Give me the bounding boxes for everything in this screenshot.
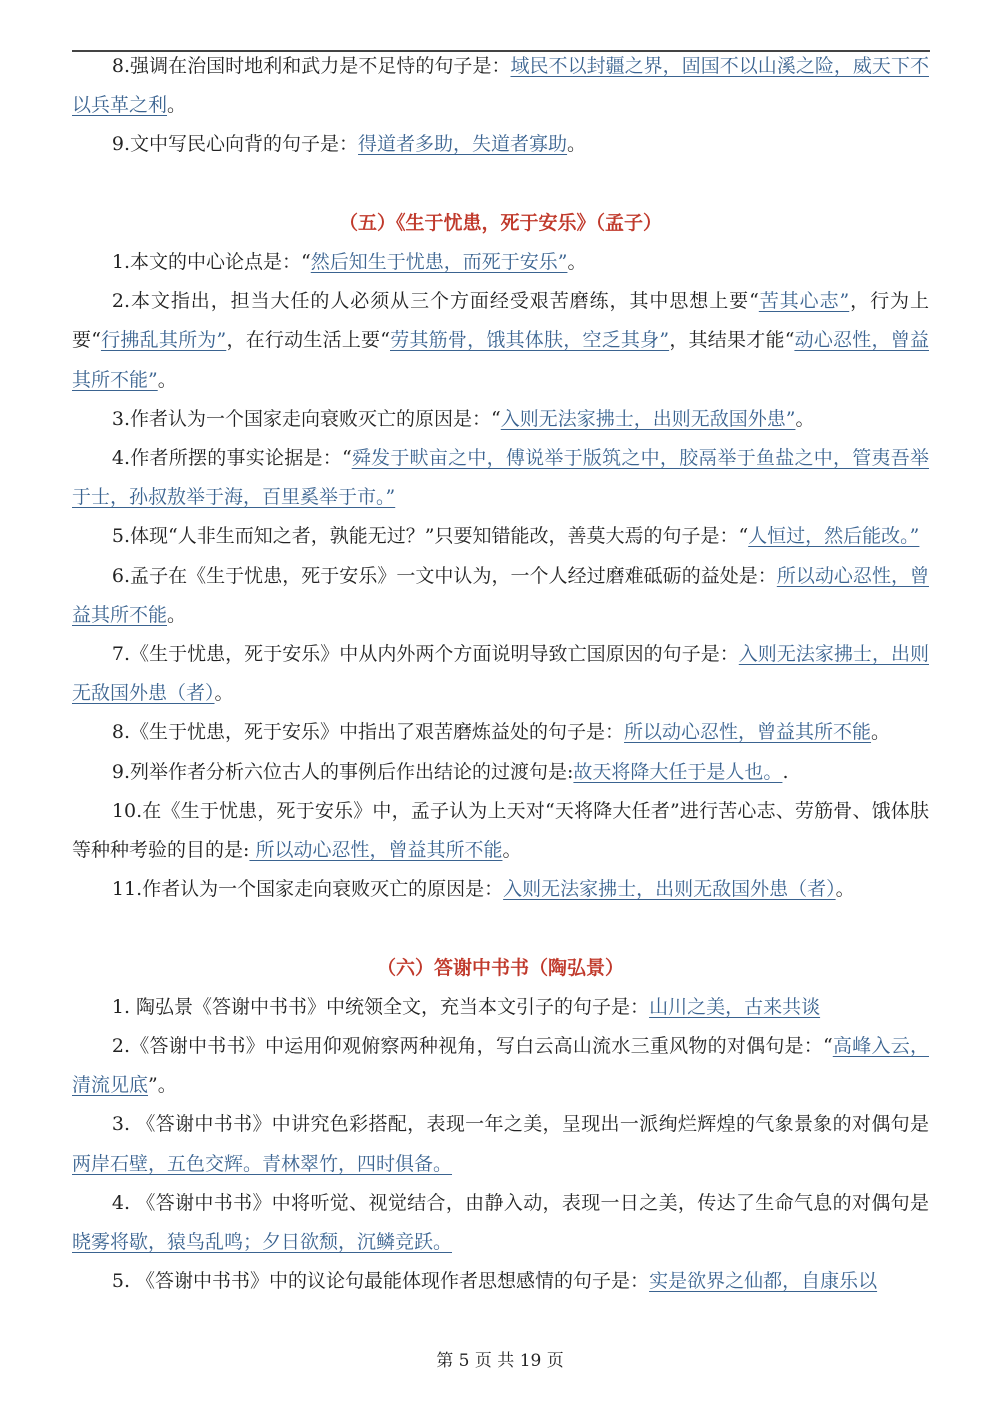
question-text: 9.文中写民心向背的句子是： <box>111 133 359 156</box>
question-text: 4.作者所摆的事实论据是：“ <box>111 447 352 470</box>
question-item <box>72 439 929 517</box>
question-text: . <box>782 760 789 783</box>
answer-text: 所以动心忍性，曾益其所不能 <box>72 564 929 626</box>
question-text: ，其结果才能“ <box>669 329 795 352</box>
answer-text: 所以动心忍性，曾益其所不能 <box>249 839 503 862</box>
answer-text: 两岸石壁，五色交辉。青林翠竹，四时俱备。 <box>72 1152 453 1175</box>
question-text: 3. 《答谢中书书》中讲究色彩搭配，表现一年之美，呈现出一派绚烂辉煌的气象景象的对偶句是 <box>111 1113 929 1136</box>
question-text: 11.作者认为一个国家走向衰败灭亡的原因是： <box>111 878 504 901</box>
question-item <box>72 713 929 752</box>
answer-text: 苦其心志” <box>758 290 850 313</box>
question-text: 2.本文指出，担当大任的人必须从三个方面经受艰苦磨练，其中思想上要“ <box>111 290 759 313</box>
answer-text: 入则无法家拂士，出则无敌国外患（者） <box>72 643 929 705</box>
answer-text: 域民不以封疆之界，固国不以山溪之险，威天下不以兵革之利 <box>72 55 929 117</box>
question-item <box>72 517 929 556</box>
answer-text: 高峰入云，清流见底 <box>72 1035 929 1097</box>
answer-text: 山川之美，古来共谈 <box>649 995 821 1018</box>
question-text: 2.《答谢中书书》中运用仰观俯察两种视角，写白云高山流水三重风物的对偶句是：“ <box>111 1035 833 1058</box>
answer-text: 故天将降大任于是人也。 <box>573 760 783 783</box>
answer-text: 劳其筋骨，饿其体肤，空乏其身” <box>390 329 670 352</box>
answer-text: 入则无法家拂士，出则无敌国外患” <box>500 407 796 430</box>
question-text: 。 <box>157 368 177 391</box>
question-item <box>72 1027 929 1105</box>
question-text: 。 <box>871 721 891 744</box>
question-text: 。 <box>502 839 522 862</box>
question-item <box>72 792 929 870</box>
answer-text: 人恒过，然后能改。” <box>748 525 920 548</box>
question-item <box>72 635 929 713</box>
question-item <box>72 282 929 400</box>
blank-line <box>72 909 929 948</box>
answer-text: 实是欲界之仙都，自康乐以 <box>649 1270 878 1293</box>
question-item <box>72 1105 929 1183</box>
question-item <box>72 988 929 1027</box>
blank-line <box>72 165 929 204</box>
question-text: 6.孟子在《生于忧患，死于安乐》一文中认为，一个人经过磨难砥砺的益处是： <box>111 564 777 587</box>
answer-text: 晓雾将歇，猿鸟乱鸣；夕日欲颓，沉鳞竞跃。 <box>72 1231 453 1254</box>
question-item <box>72 557 929 635</box>
question-item <box>72 753 929 792</box>
question-text: 。 <box>567 133 587 156</box>
question-text: 10.在《生于忧患，死于安乐》中，孟子认为上天对“天将降大任者”进行苦心志、劳筋骨、饿体肤等种种考验的目的是: <box>72 799 929 862</box>
question-text: 。 <box>167 603 187 626</box>
question-text: 4. 《答谢中书书》中将听觉、视觉结合，由静入动，表现一日之美，传达了生命气息的对偶句是 <box>111 1191 929 1214</box>
answer-text: 入则无法家拂士，出则无敌国外患（者） <box>503 878 836 901</box>
question-text: 1.本文的中心论点是：“ <box>111 251 311 273</box>
question-text: 5. 《答谢中书书》中的议论句最能体现作者思想感情的句子是： <box>111 1270 650 1293</box>
question-item <box>72 400 929 439</box>
question-text: 1. 陶弘景《答谢中书书》中统领全文，充当本文引子的句子是： <box>111 995 650 1018</box>
section-heading: （六）答谢中书书（陶弘景） <box>376 956 624 979</box>
answer-text: 然后知生于忧患，而死于安乐” <box>310 251 568 273</box>
answer-text: 行拂乱其所为” <box>100 329 227 352</box>
question-item <box>72 1262 929 1301</box>
question-text: 5.体现“人非生而知之者，孰能无过？”只要知错能改，善莫大焉的句子是：“ <box>111 525 749 548</box>
question-text: 。 <box>795 407 815 430</box>
question-text: 3.作者认为一个国家走向衰败灭亡的原因是：“ <box>111 407 501 430</box>
question-text: 7.《生于忧患，死于安乐》中从内外两个方面说明导致亡国原因的句子是： <box>111 643 739 666</box>
question-item <box>72 47 929 125</box>
question-text: 。 <box>567 251 587 273</box>
question-text: ，在行动生活上要“ <box>226 329 390 352</box>
question-item <box>72 125 929 164</box>
document-body <box>72 47 929 1301</box>
question-text: 。 <box>167 94 187 117</box>
question-text: 8.《生于忧患，死于安乐》中指出了艰苦磨炼益处的句子是： <box>111 721 625 744</box>
question-text: 。 <box>214 682 234 705</box>
page-footer: 第 5 页 共 19 页 <box>436 1351 564 1371</box>
question-item <box>72 243 929 282</box>
section-heading: （五）《生于忧患，死于安乐》（孟子） <box>338 211 662 234</box>
question-item <box>72 1184 929 1262</box>
question-text: 。 <box>835 878 855 901</box>
question-text: 9.列举作者分析六位古人的事例后作出结论的过渡句是: <box>111 760 574 783</box>
question-text: ”。 <box>148 1074 177 1097</box>
question-text: ，行为上要“ <box>72 290 929 352</box>
answer-text: 所以动心忍性，曾益其所不能 <box>624 721 872 744</box>
answer-text: 舜发于畎亩之中，傅说举于版筑之中，胶鬲举于鱼盐之中，管夷吾举于士，孙叔敖举于海，百里奚举于市。” <box>72 447 929 509</box>
answer-text: 动心忍性，曾益其所不能” <box>72 329 929 391</box>
question-text: 8.强调在治国时地利和武力是不足恃的句子是： <box>111 55 511 77</box>
question-item <box>72 870 929 909</box>
answer-text: 得道者多助，失道者寡助 <box>358 133 568 156</box>
